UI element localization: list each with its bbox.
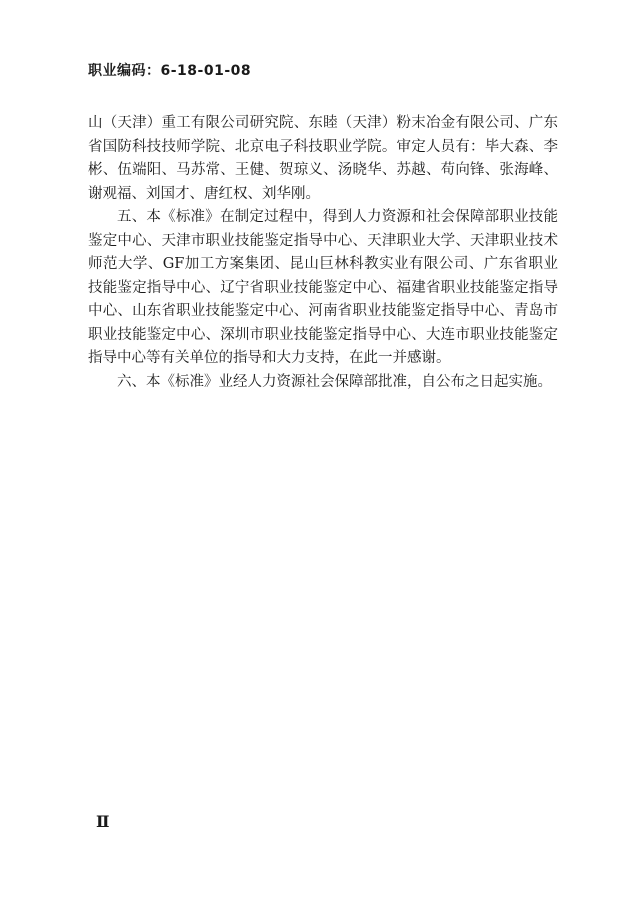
paragraph-implementation: 六、本《标准》业经人力资源社会保障部批准，自公布之日起实施。 xyxy=(117,373,552,390)
paragraph-acknowledgements: 五、本《标准》在制定过程中，得到人力资源和社会保障部职业技能鉴定中心、天津市职业技能鉴定指导中心、天津职业大学、天津职业技术师范大学、GF加工方案集团、昆山巨林科教实业有限公司、广东省职业技能鉴定指导中心、辽宁省职业技能鉴定中心、福建省职业技能鉴定指导中心、山东省职业技能鉴定中心、河南省职业技能鉴定指导中心、青岛市职业技能鉴定中心、深圳市职业技能鉴定指导中心、大连市职业技能鉴定指导中心等有关单位的指导和大力支持，在此一并感谢。 xyxy=(88,209,558,366)
page-number: Ⅱ xyxy=(96,812,110,831)
paragraph-reviewers: 山（天津）重工有限公司研究院、东睦（天津）粉末冶金有限公司、广东省国防科技技师学院、北京电子科技职业学院。审定人员有：毕大森、李彬、伍端阳、马苏常、王健、贺琼义、汤晓华、苏越、苟向锋、张海峰、谢观福、刘国才、唐红权、刘华刚。 xyxy=(88,115,558,202)
document-body xyxy=(88,112,558,394)
occupation-code: 职业编码：6-18-01-08 xyxy=(88,63,252,79)
